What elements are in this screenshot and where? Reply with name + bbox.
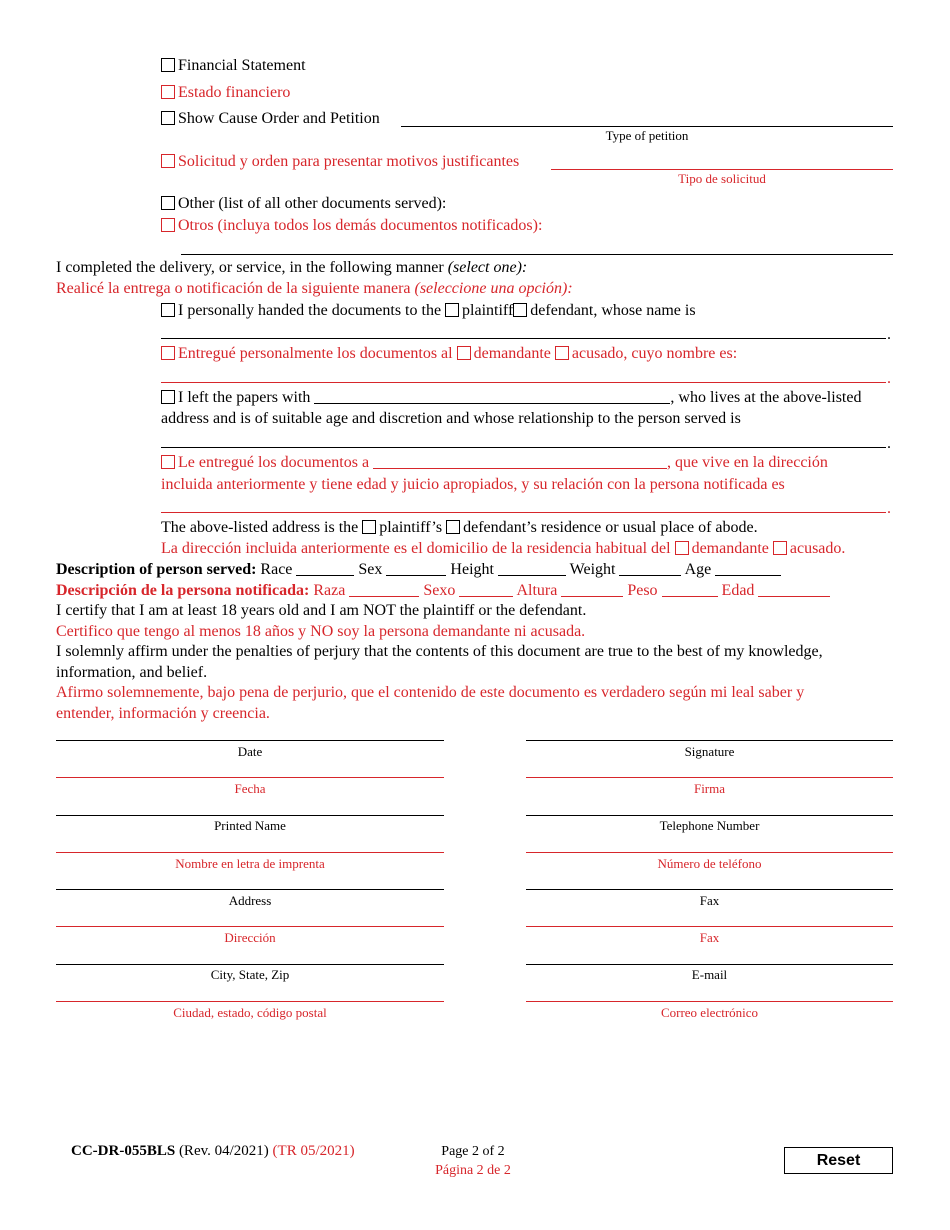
left-papers-text-2-es: incluida anteriormente y tiene edad y juicio apropiados, y su relación con la persona notificada es <box>161 476 785 493</box>
plaintiffs-residence-checkbox[interactable] <box>362 520 376 534</box>
defendant-label: defendant, whose name is <box>530 302 696 319</box>
weight-field-es[interactable] <box>662 582 718 597</box>
manner-intro-text-es: Realicé la entrega o notificación de la siguiente manera <box>56 280 411 297</box>
signature-field[interactable] <box>526 740 893 741</box>
address-is-label: The above-listed address is the <box>161 519 359 536</box>
show-cause-checkbox-es[interactable] <box>161 154 175 168</box>
manner-intro-hint: (select one): <box>447 259 528 276</box>
height-label-es: Altura <box>516 582 558 599</box>
affirm-line-2-es: entender, información y creencia. <box>56 705 270 722</box>
personal-delivery-row-es <box>161 344 737 364</box>
sex-field-es[interactable] <box>459 582 513 597</box>
correo-caption: Correo electrónico <box>660 1005 759 1020</box>
weight-label: Weight <box>569 561 616 578</box>
race-field[interactable] <box>296 561 354 576</box>
show-cause-label: Show Cause Order and Petition <box>178 110 380 127</box>
acusado-checkbox[interactable] <box>555 346 569 360</box>
personal-delivery-checkbox-es[interactable] <box>161 346 175 360</box>
person-name-field-es[interactable] <box>161 382 886 383</box>
financial-statement-row-es <box>161 83 290 103</box>
nombre-caption: Nombre en letra de imprenta <box>175 856 325 871</box>
address-field[interactable] <box>56 889 444 890</box>
financial-statement-label-es: Estado financiero <box>178 84 291 101</box>
fax-field[interactable] <box>526 889 893 890</box>
sex-field[interactable] <box>386 561 446 576</box>
height-field[interactable] <box>498 561 566 576</box>
affirm-line-2: information, and belief. <box>56 664 208 681</box>
defendants-residence-checkbox[interactable] <box>446 520 460 534</box>
date-caption: Date <box>237 744 263 759</box>
left-papers-with-field[interactable] <box>314 389 670 404</box>
direccion-field[interactable] <box>56 926 444 927</box>
plaintiffs-label: plaintiff’s <box>379 519 443 536</box>
personal-delivery-row <box>161 301 696 321</box>
period-2-es: . <box>887 500 891 517</box>
description-label-es: Descripción de la persona notificada: <box>56 582 310 599</box>
manner-intro-text: I completed the delivery, or service, in the following manner <box>56 259 444 276</box>
printed-name-caption: Printed Name <box>214 818 286 833</box>
left-papers-checkbox-es[interactable] <box>161 455 175 469</box>
fecha-caption: Fecha <box>234 781 266 796</box>
city-state-zip-field[interactable] <box>56 964 444 965</box>
personal-delivery-checkbox[interactable] <box>161 303 175 317</box>
plaintiff-label: plaintiff <box>462 302 514 319</box>
period: . <box>887 326 891 343</box>
left-papers-label-es: Le entregué los documentos a <box>178 454 370 471</box>
other-documents-checkbox-es[interactable] <box>161 218 175 232</box>
sex-label-es: Sexo <box>423 582 456 599</box>
other-documents-label-es: Otros (incluya todos los demás documentos notificados): <box>178 217 543 234</box>
form-translation-rev: (TR 05/2021) <box>272 1143 355 1159</box>
address-is-row <box>161 518 758 538</box>
defendants-residence-label: defendant’s residence or usual place of abode. <box>463 519 758 536</box>
demandante-label: demandante <box>473 345 551 362</box>
relationship-field[interactable] <box>161 447 886 448</box>
age-field[interactable] <box>715 561 781 576</box>
fecha-field[interactable] <box>56 777 444 778</box>
show-cause-label-es: Solicitud y orden para presentar motivos justificantes <box>178 153 520 170</box>
description-row <box>56 560 781 580</box>
manner-intro-es <box>56 279 573 299</box>
financial-statement-checkbox[interactable] <box>161 58 175 72</box>
sex-label: Sex <box>358 561 383 578</box>
other-documents-checkbox[interactable] <box>161 196 175 210</box>
show-cause-row <box>161 109 380 129</box>
ciudad-caption: Ciudad, estado, código postal <box>173 1005 327 1020</box>
manner-intro <box>56 258 527 278</box>
description-label: Description of person served: <box>56 561 257 578</box>
page-number-es: Página 2 de 2 <box>435 1163 511 1178</box>
age-label-es: Edad <box>721 582 755 599</box>
type-of-petition-field[interactable] <box>401 126 893 127</box>
manner-intro-hint-es: (seleccione una opción): <box>414 280 573 297</box>
affirm-line-1: I solemnly affirm under the penalties of perjury that the contents of this document are true to the best of my knowledge, <box>56 643 823 660</box>
email-field[interactable] <box>526 964 893 965</box>
date-field[interactable] <box>56 740 444 741</box>
race-label: Race <box>260 561 293 578</box>
period-2: . <box>887 435 891 452</box>
weight-field[interactable] <box>619 561 681 576</box>
left-papers-with-field-es[interactable] <box>373 454 667 469</box>
reset-button[interactable]: Reset <box>784 1147 893 1174</box>
relationship-field-es[interactable] <box>161 512 886 513</box>
acusado-residence-checkbox[interactable] <box>773 541 787 555</box>
left-papers-text-2: address and is of suitable age and discretion and whose relationship to the person served is <box>161 410 741 427</box>
telefono-field[interactable] <box>526 852 893 853</box>
city-state-zip-caption: City, State, Zip <box>210 967 290 982</box>
address-is-label-es: La dirección incluida anteriormente es el domicilio de la residencia habitual del <box>161 540 671 557</box>
other-documents-field[interactable] <box>181 254 893 255</box>
printed-name-field[interactable] <box>56 815 444 816</box>
page-number: Page 2 of 2 <box>441 1144 505 1159</box>
personal-delivery-label: I personally handed the documents to the <box>178 302 442 319</box>
address-caption: Address <box>228 893 272 908</box>
type-of-petition-caption-es: Tipo de solicitud <box>678 171 766 186</box>
demandante-checkbox[interactable] <box>457 346 471 360</box>
who-lives-label: , who lives at the above-listed <box>670 389 862 406</box>
fax-caption-es: Fax <box>699 930 720 945</box>
show-cause-row-es <box>161 152 519 172</box>
financial-statement-row <box>161 56 306 76</box>
person-name-field[interactable] <box>161 338 886 339</box>
period-es: . <box>887 370 891 387</box>
left-papers-row-es <box>161 453 828 473</box>
who-lives-label-es: , que vive en la dirección <box>667 454 828 471</box>
demandante-residence-checkbox[interactable] <box>675 541 689 555</box>
acusado-residence-label: acusado. <box>789 540 846 557</box>
other-documents-row <box>161 194 446 214</box>
age-field-es[interactable] <box>758 582 830 597</box>
telephone-field[interactable] <box>526 815 893 816</box>
nombre-field[interactable] <box>56 852 444 853</box>
description-row-es <box>56 581 830 601</box>
show-cause-checkbox[interactable] <box>161 111 175 125</box>
form-id <box>71 1141 355 1161</box>
telephone-caption: Telephone Number <box>659 818 760 833</box>
financial-statement-checkbox-es[interactable] <box>161 85 175 99</box>
race-field-es[interactable] <box>349 582 419 597</box>
fax-field-es[interactable] <box>526 926 893 927</box>
weight-label-es: Peso <box>627 582 658 599</box>
certify-line-es: Certifico que tengo al menos 18 años y NO soy la persona demandante ni acusada. <box>56 623 586 640</box>
acusado-label: acusado, cuyo nombre es: <box>571 345 738 362</box>
fax-caption: Fax <box>699 893 720 908</box>
direccion-caption: Dirección <box>224 930 276 945</box>
firma-caption: Firma <box>693 781 726 796</box>
form-id-code: CC-DR-055BLS <box>71 1143 176 1159</box>
form-revision: (Rev. 04/2021) <box>178 1143 269 1159</box>
firma-field[interactable] <box>526 777 893 778</box>
left-papers-label: I left the papers with <box>178 389 311 406</box>
left-papers-checkbox[interactable] <box>161 390 175 404</box>
height-field-es[interactable] <box>561 582 623 597</box>
email-caption: E-mail <box>691 967 728 982</box>
personal-delivery-label-es: Entregué personalmente los documentos al <box>178 345 453 362</box>
other-documents-row-es <box>161 216 542 236</box>
left-papers-row <box>161 388 861 408</box>
correo-field[interactable] <box>526 1001 893 1002</box>
plaintiff-checkbox[interactable] <box>445 303 459 317</box>
demandante-residence-label: demandante <box>691 540 769 557</box>
type-of-petition-field-es[interactable] <box>551 169 893 170</box>
telefono-caption: Número de teléfono <box>657 856 762 871</box>
type-of-petition-caption: Type of petition <box>605 128 689 143</box>
defendant-checkbox[interactable] <box>513 303 527 317</box>
race-label-es: Raza <box>313 582 346 599</box>
signature-caption: Signature <box>684 744 735 759</box>
ciudad-field[interactable] <box>56 1001 444 1002</box>
height-label: Height <box>450 561 494 578</box>
financial-statement-label: Financial Statement <box>178 57 306 74</box>
age-label: Age <box>684 561 712 578</box>
other-documents-label: Other (list of all other documents served): <box>178 195 447 212</box>
address-is-row-es <box>161 539 845 559</box>
certify-line: I certify that I am at least 18 years old and I am NOT the plaintiff or the defendant. <box>56 602 587 619</box>
affirm-line-1-es: Afirmo solemnemente, bajo pena de perjurio, que el contenido de este documento es verdadero según mi leal saber y <box>56 684 805 701</box>
